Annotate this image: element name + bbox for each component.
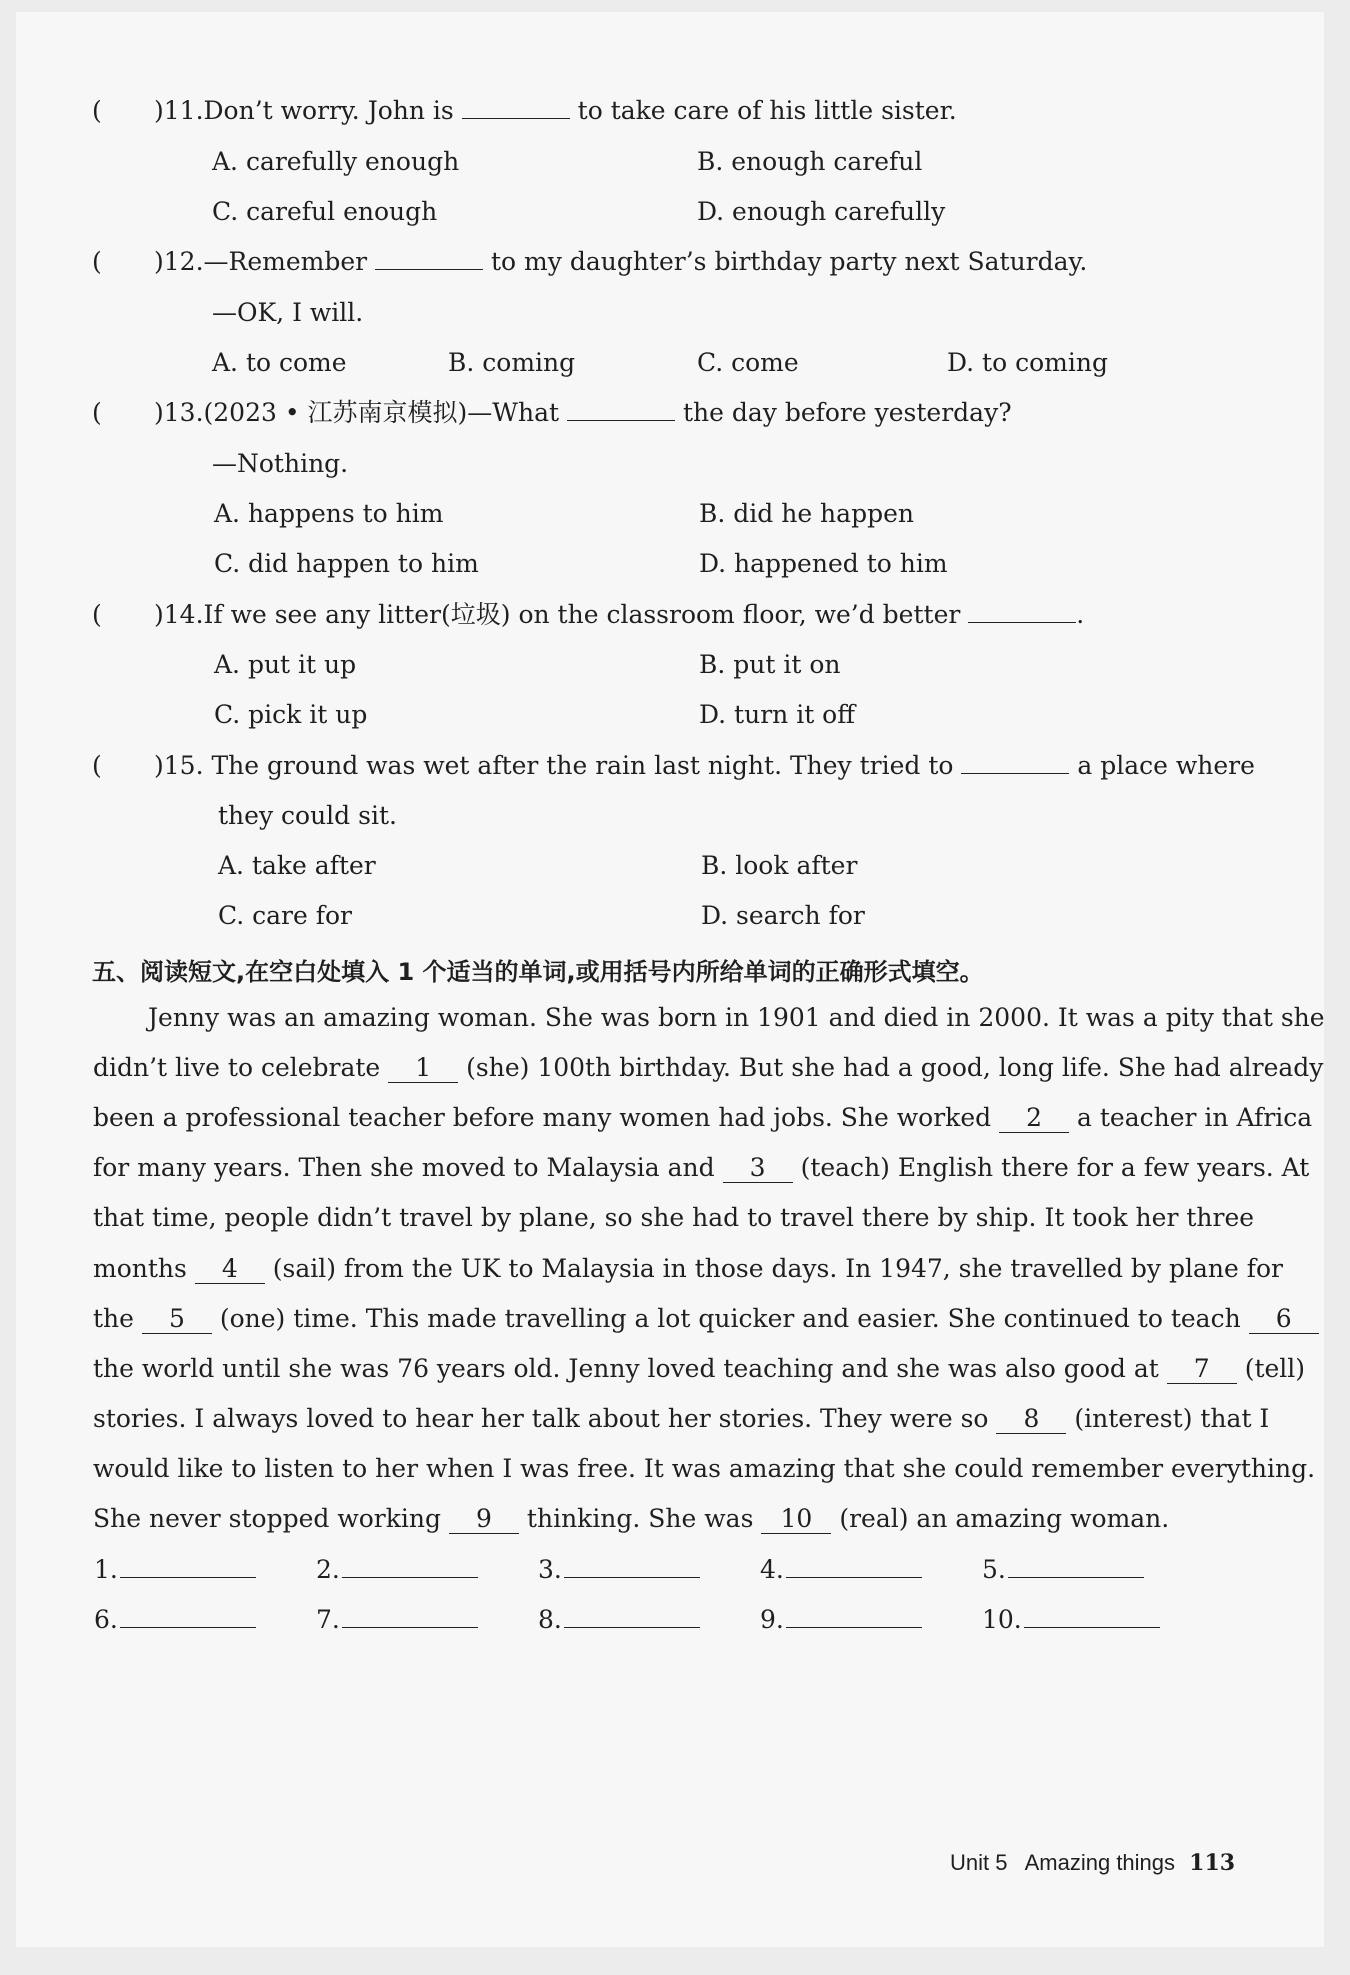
option-a[interactable]: A. take after [218, 851, 376, 880]
answer-line-10[interactable]: 10. [982, 1603, 1160, 1637]
option-a[interactable]: A. to come [212, 348, 347, 377]
option-b[interactable]: B. did he happen [699, 499, 914, 528]
answer-blank[interactable] [375, 245, 483, 270]
answer-line-8[interactable]: 8. [538, 1603, 700, 1637]
option-d[interactable]: D. to coming [947, 348, 1108, 377]
passage-line: months 4 (sail) from the UK to Malaysia in those days. In 1947, she travelled by plane for [93, 1254, 1283, 1283]
section-title: 五、阅读短文,在空白处填入 1 个适当的单词,或用括号内所给单词的正确形式填空。 [92, 958, 984, 986]
question-number: )14. [154, 600, 204, 629]
answer-paren: ( [92, 247, 102, 276]
gap-9[interactable]: 9 [449, 1505, 519, 1534]
option-d[interactable]: D. turn it off [699, 700, 855, 729]
question-stem-end: to take care of his little sister. [577, 96, 957, 125]
option-d[interactable]: D. happened to him [699, 549, 948, 578]
gap-10[interactable]: 10 [761, 1505, 831, 1534]
option-b[interactable]: B. coming [448, 348, 576, 377]
question-number: )15. [154, 751, 204, 780]
option-c[interactable]: C. did happen to him [214, 549, 479, 578]
passage-line: for many years. Then she moved to Malaysia and 3 (teach) English there for a few years. At [93, 1153, 1310, 1182]
answer-line-6[interactable]: 6. [94, 1603, 256, 1637]
option-b[interactable]: B. enough careful [697, 147, 923, 176]
option-c[interactable]: C. pick it up [214, 700, 368, 729]
question-stem-end: to my daughter’s birthday party next Saturday. [491, 247, 1088, 276]
answer-line-7[interactable]: 7. [316, 1603, 478, 1637]
passage-line: Jenny was an amazing woman. She was born in 1901 and died in 2000. It was a pity that she [148, 1003, 1325, 1032]
passage-line: didn’t live to celebrate 1 (she) 100th birthday. But she had a good, long life. She had already [93, 1053, 1324, 1082]
answer-line-3[interactable]: 3. [538, 1553, 700, 1587]
answer-line-2[interactable]: 2. [316, 1553, 478, 1587]
question-continuation: they could sit. [218, 801, 397, 830]
question-stem: (2023 • 江苏南京模拟)—What [203, 398, 560, 427]
question-number: )12. [154, 247, 204, 276]
gap-7[interactable]: 7 [1167, 1355, 1237, 1384]
passage-line: She never stopped working 9 thinking. She was 10 (real) an amazing woman. [93, 1504, 1170, 1533]
question-stem-end: a place where [1077, 751, 1255, 780]
page-number: 113 [1189, 1850, 1236, 1876]
answer-line-9[interactable]: 9. [760, 1603, 922, 1637]
dialogue-reply: —OK, I will. [212, 298, 364, 327]
footer-title: Amazing things [1024, 1850, 1176, 1875]
passage-line: stories. I always loved to hear her talk about her stories. They were so 8 (interest) that I [93, 1404, 1270, 1433]
answer-blank[interactable] [567, 396, 675, 421]
option-d[interactable]: D. enough carefully [697, 197, 946, 226]
dialogue-reply: —Nothing. [212, 449, 349, 478]
option-a[interactable]: A. carefully enough [212, 147, 460, 176]
page-footer [950, 1850, 1235, 1876]
option-a[interactable]: A. happens to him [214, 499, 444, 528]
answer-paren: ( [92, 600, 102, 629]
answer-paren: ( [92, 96, 102, 125]
answer-paren: ( [92, 398, 102, 427]
passage-line: been a professional teacher before many women had jobs. She worked 2 a teacher in Africa [93, 1103, 1313, 1132]
question-number: )13. [154, 398, 204, 427]
question-stem: Don’t worry. John is [203, 96, 454, 125]
gap-2[interactable]: 2 [999, 1104, 1069, 1133]
question-stem: —Remember [203, 247, 368, 276]
option-b[interactable]: B. put it on [699, 650, 841, 679]
question-number: )11. [154, 96, 204, 125]
option-d[interactable]: D. search for [701, 901, 865, 930]
gap-8[interactable]: 8 [996, 1405, 1066, 1434]
footer-unit: Unit 5 [950, 1850, 1008, 1875]
passage-line: that time, people didn’t travel by plane, so she had to travel there by ship. It took her three [93, 1203, 1255, 1232]
question-stem: The ground was wet after the rain last night. They tried to [211, 751, 954, 780]
question-stem-end: . [1076, 600, 1085, 629]
answer-blank[interactable] [961, 749, 1069, 774]
option-c[interactable]: C. careful enough [212, 197, 438, 226]
option-c[interactable]: C. come [697, 348, 799, 377]
gap-1[interactable]: 1 [388, 1054, 458, 1083]
passage-line: the world until she was 76 years old. Jenny loved teaching and she was also good at 7 (tell) [93, 1354, 1306, 1383]
answer-line-4[interactable]: 4. [760, 1553, 922, 1587]
answer-line-5[interactable]: 5. [982, 1553, 1144, 1587]
passage-line: the 5 (one) time. This made travelling a lot quicker and easier. She continued to teach 6 [93, 1302, 1237, 1336]
answer-paren: ( [92, 751, 102, 780]
answer-blank[interactable] [968, 598, 1076, 623]
option-a[interactable]: A. put it up [214, 650, 357, 679]
answer-blank[interactable] [462, 94, 570, 119]
question-stem: If we see any litter(垃圾) on the classroom floor, we’d better [203, 600, 961, 629]
gap-3[interactable]: 3 [723, 1154, 793, 1183]
gap-6[interactable]: 6 [1249, 1305, 1319, 1334]
option-b[interactable]: B. look after [701, 851, 858, 880]
passage-line: would like to listen to her when I was free. It was amazing that she could remember everything. [93, 1454, 1316, 1483]
gap-5[interactable]: 5 [142, 1305, 212, 1334]
gap-4[interactable]: 4 [195, 1255, 265, 1284]
option-c[interactable]: C. care for [218, 901, 352, 930]
question-stem-end: the day before yesterday? [682, 398, 1012, 427]
answer-line-1[interactable]: 1. [94, 1553, 256, 1587]
